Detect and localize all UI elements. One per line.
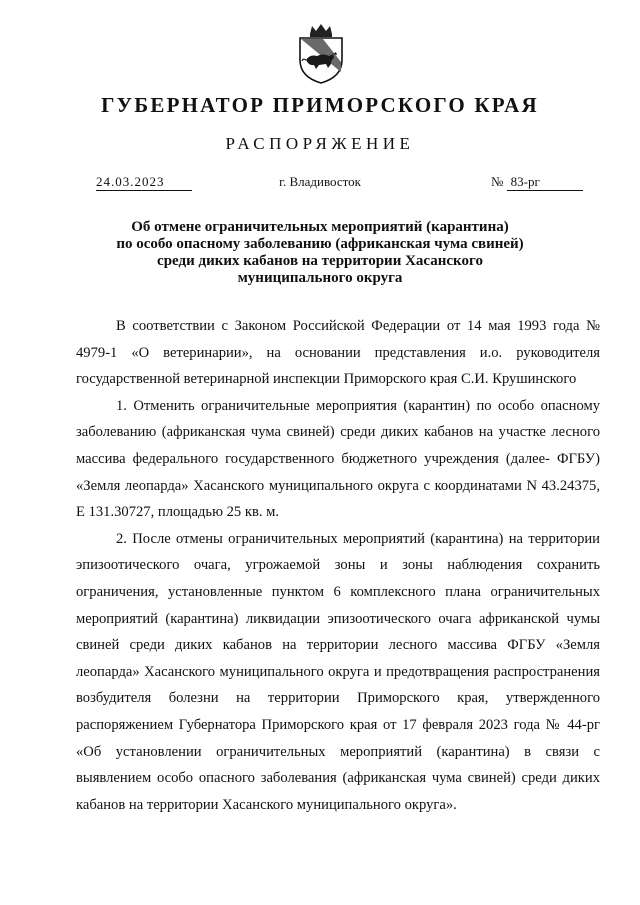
title-line: по особо опасному заболеванию (африканская чума свиней) xyxy=(116,236,524,252)
title-line: Об отмене ограничительных мероприятий (карантина) xyxy=(131,219,509,235)
document-number xyxy=(491,174,583,191)
coat-of-arms-icon xyxy=(297,22,345,84)
document-city: г. Владивосток xyxy=(279,174,361,189)
title-line: муниципального округа xyxy=(237,270,403,286)
title-line: среди диких кабанов на территории Хасанского xyxy=(157,253,483,269)
preamble-paragraph: В соответствии с Законом Российской Федерации от 14 мая 1993 года № 4979-1 «О ветеринарии», на основании представления и.о. руководителя государственной ветеринарной инспекции Приморского края С.И. Крушинского xyxy=(76,318,600,388)
document-type: РАСПОРЯЖЕНИЕ xyxy=(225,134,415,153)
number-value: 83-рг xyxy=(507,174,583,191)
clause-2-paragraph: 2. После отмены ограничительных мероприятий (карантина) на территории эпизоотического очага, угрожаемой зоны и зоны наблюдения сохранить ограничения, установленные пунктом 6 комплексного плана ограничительных мероприятий (карантина) ликвидации эпизоотического очага африканской чумы свиней среди диких кабанов на территории лесного массива ФГБУ «Земля леопарда» Хасанского муниципального округа и предотвращения распространения возбудителя болезни на территории Приморского края, утвержденного распоряжением Губернатора Приморского края от 17 февраля 2023 года № 44-рг «Об установлении ограничительных мероприятий (карантина) в связи с выявлением особо опасного заболевания (африканская чума свиней) среди диких кабанов на территории Хасанского муниципального округа». xyxy=(76,530,600,813)
number-sign: № xyxy=(491,174,504,189)
document-date: 24.03.2023 xyxy=(96,174,192,191)
document-body xyxy=(76,313,600,818)
issuing-authority: ГУБЕРНАТОР ПРИМОРСКОГО КРАЯ xyxy=(101,93,539,117)
document-title xyxy=(80,219,560,287)
clause-1-paragraph: 1. Отменить ограничительные мероприятия (карантин) по особо опасному заболеванию (африканская чума свиней) среди диких кабанов на участке лесного массива федерального государственного бюджетного учреждения (далее- ФГБУ) «Земля леопарда» Хасанского муниципального округа с координатами N 43.24375, E 131.30727, площадью 25 кв. м. xyxy=(76,397,600,521)
